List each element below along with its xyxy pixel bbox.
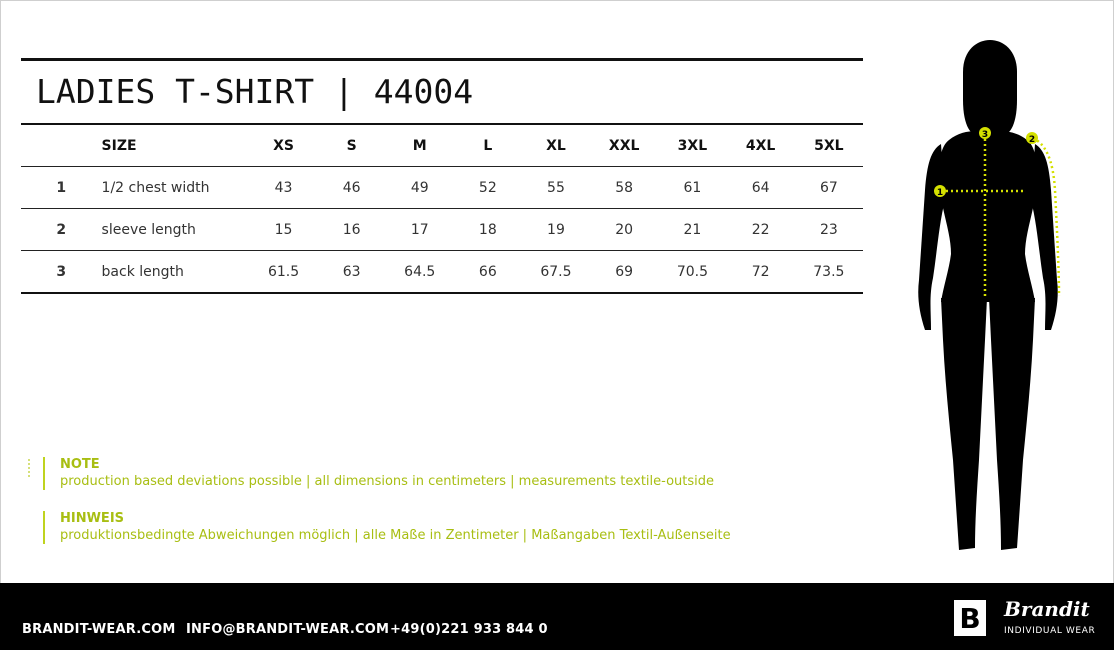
value-cell: 67 — [819, 179, 838, 196]
footer-bar — [0, 583, 1114, 650]
value-cell: 15 — [274, 221, 293, 238]
size-col-xxl: XXL — [608, 137, 640, 154]
value-cell: 61.5 — [267, 263, 300, 280]
row-label: back length — [101, 263, 184, 280]
row-number: 2 — [56, 221, 67, 238]
woman-silhouette-figure — [905, 40, 1075, 560]
note-text: produktionsbedingte Abweichungen möglich | alle Maße in Zentimeter | Maßangaben Textil-Außenseite — [60, 528, 731, 543]
value-cell: 18 — [478, 221, 497, 238]
value-cell: 43 — [274, 179, 293, 196]
row-number: 3 — [56, 263, 67, 280]
value-cell: 17 — [410, 221, 429, 238]
footer-tagline: INDIVIDUAL WEAR — [1004, 626, 1096, 636]
footer-website-link[interactable]: BRANDIT-WEAR.COM — [22, 622, 176, 637]
size-col-4xl: 4XL — [745, 137, 776, 154]
value-cell: 67.5 — [540, 263, 572, 280]
size-col-xs: XS — [273, 137, 294, 154]
table-row-chest — [21, 167, 863, 209]
row-label: 1/2 chest width — [101, 179, 210, 196]
size-col-m: M — [412, 137, 427, 154]
note-heading: HINWEIS — [60, 511, 125, 526]
value-cell: 46 — [342, 179, 361, 196]
note-text: production based deviations possible | all dimensions in centimeters | measurements textile-outside — [60, 474, 715, 489]
value-cell: 16 — [342, 221, 361, 238]
footer-phone: +49(0)221 933 844 0 — [390, 622, 548, 637]
size-col-xl: XL — [546, 137, 566, 154]
note-english — [43, 457, 820, 490]
marker-3-label: 3 — [981, 130, 989, 140]
brandit-logo-icon — [954, 600, 986, 636]
footer-email-link[interactable]: INFO@BRANDIT-WEAR.COM — [186, 622, 390, 637]
value-cell: 64 — [751, 179, 770, 196]
value-cell: 22 — [751, 221, 770, 238]
size-header: SIZE — [101, 137, 137, 154]
value-cell: 49 — [410, 179, 429, 196]
silhouette-icon — [918, 40, 1058, 550]
value-cell: 69 — [615, 263, 634, 280]
row-number: 1 — [56, 179, 67, 196]
marker-2-label: 2 — [1028, 135, 1036, 145]
row-label: sleeve length — [101, 221, 196, 238]
value-cell: 55 — [547, 179, 565, 196]
size-table — [21, 125, 863, 294]
value-cell: 70.5 — [676, 263, 708, 280]
value-cell: 23 — [819, 221, 838, 238]
value-cell: 64.5 — [404, 263, 436, 280]
size-col-l: L — [483, 137, 493, 154]
value-cell: 66 — [478, 263, 497, 280]
note-german — [43, 511, 820, 544]
title-rule-top — [21, 58, 863, 61]
table-row-sleeve — [21, 209, 863, 251]
value-cell: 72 — [751, 263, 770, 280]
value-cell: 63 — [342, 263, 361, 280]
value-cell: 21 — [683, 221, 702, 238]
value-cell: 58 — [615, 179, 634, 196]
note-heading: NOTE — [60, 457, 100, 472]
marker-1-label: 1 — [936, 188, 944, 198]
size-col-3xl: 3XL — [677, 137, 708, 154]
size-col-s: S — [346, 137, 357, 154]
header-num-cell — [21, 125, 102, 167]
footer-brand-name: Brandit — [1004, 597, 1090, 621]
value-cell: 73.5 — [813, 263, 845, 280]
value-cell: 19 — [547, 221, 565, 238]
value-cell: 52 — [478, 179, 497, 196]
page-title: LADIES T-SHIRT | 44004 — [36, 72, 474, 111]
note-marker — [28, 459, 32, 477]
table-row-back — [21, 251, 863, 294]
table-header-row — [21, 125, 863, 167]
size-col-5xl: 5XL — [814, 137, 844, 154]
value-cell: 61 — [683, 179, 702, 196]
svg-text:B: B — [959, 602, 981, 635]
value-cell: 20 — [615, 221, 634, 238]
